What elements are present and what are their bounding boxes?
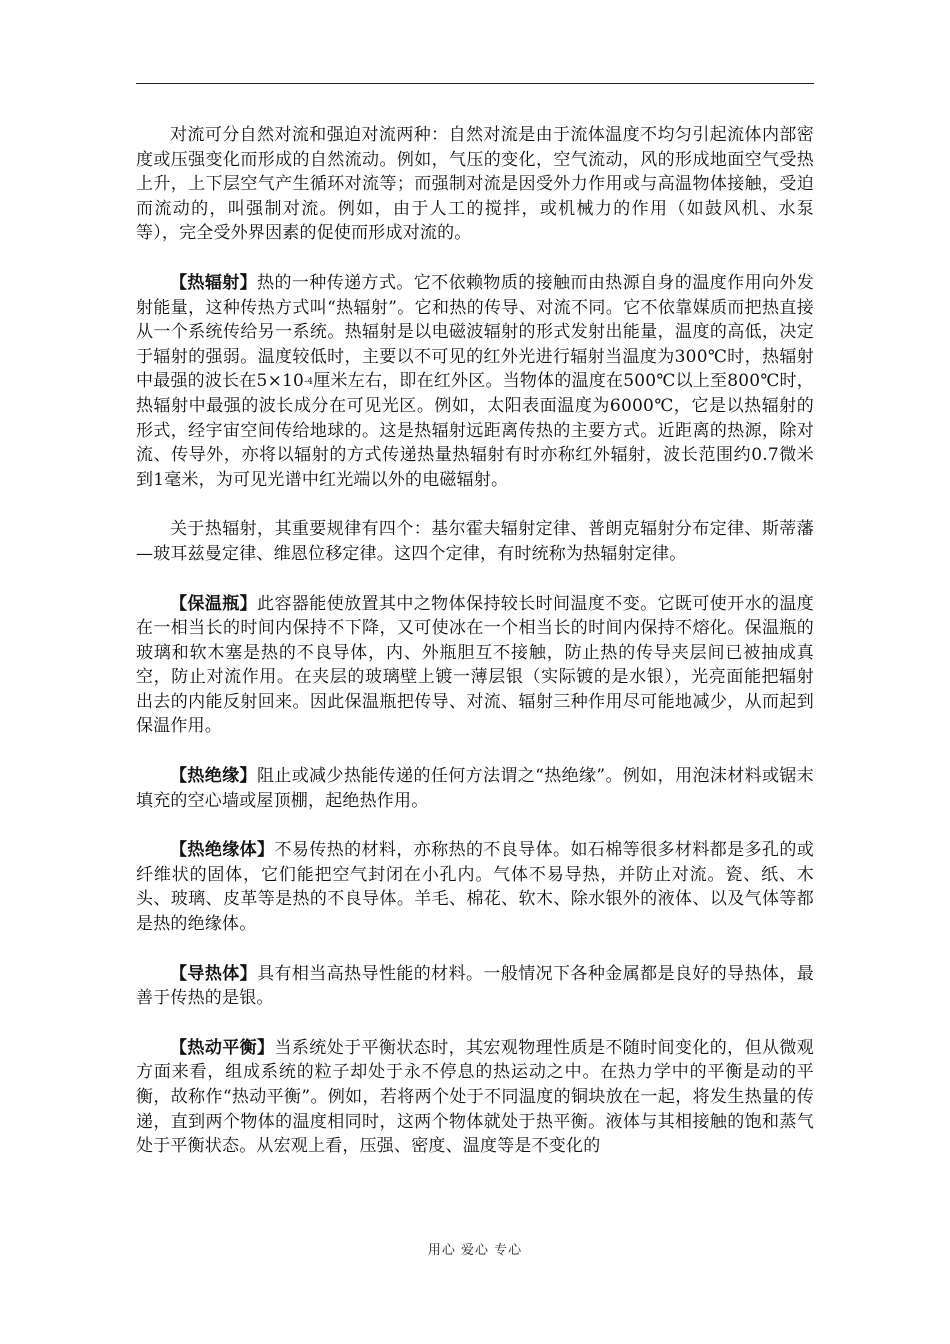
term-heading: 【热绝缘体】 (170, 840, 275, 861)
paragraph-thermos (136, 592, 814, 740)
paragraph-text: 关于热辐射，其重要规律有四个：基尔霍夫辐射定律、普朗克辐射分布定律、斯蒂藩—玻耳兹曼定律、维恩位移定律。这四个定律，有时统称为热辐射定律。 (136, 519, 814, 564)
paragraph-text: 热的一种传递方式。它不依赖物质的接触而由热源自身的温度作用向外发射能量，这种传热方式叫“热辐射”。它和热的传导、对流不同。它不依靠媒质而把热直接从一个系统传给另一系统。热辐射是以电磁波辐射的形式发射出能量，温度的高低，决定于辐射的强弱。温度较低时，主要以不可见的红外光进行辐射当温度为300℃时，热辐射中最强的波长在5×10 (136, 272, 814, 392)
paragraph-thermal-radiation (136, 271, 814, 492)
paragraph-text: 阻止或减少热能传递的任何方法谓之“热绝缘”。例如，用泡沫材料或锯末填充的空心墙或屋顶棚，起绝热作用。 (136, 766, 815, 811)
paragraph-thermal-insulation (136, 764, 814, 813)
header-rule (136, 83, 814, 84)
document-body (136, 123, 814, 1184)
term-heading: 【导热体】 (170, 963, 258, 984)
paragraph-text: 不易传热的材料，亦称热的不良导体。如石棉等很多材料都是多孔的或纤维状的固体，它们能把空气封闭在小孔内。气体不易导热，并防止对流。瓷、纸、木头、玻璃、皮革等是热的不良导体。羊毛、棉花、软木、除水银外的液体、以及气体等都是热的绝缘体。 (136, 840, 814, 935)
paragraph-text-continued: 厘米左右，即在红外区。当物体的温度在500℃以上至800℃时，热辐射中最强的波长成分在可见光区。例如，太阳表面温度为6000℃，它是以热辐射的形式，经宇宙空间传给地球的。这是热辐射远距离传热的主要方式。近距离的热源，除对流、传导外，亦将以辐射的方式传递热量热辐射有时亦称红外辐射，波长范围约0.7微米到1毫米，为可见光谱中红光端以外的电磁辐射。 (136, 371, 814, 490)
paragraph-text: 此容器能使放置其中之物体保持较长时间温度不变。它既可使开水的温度在一相当长的时间内保持不下降，又可使冰在一个相当长的时间内保持不熔化。保温瓶的玻璃和软木塞是热的不良导体，内、外瓶胆互不接触，防止热的传导夹层间已被抽成真空，防止对流作用。在夹层的玻璃壁上镀一薄层银（实际镀的是水银），光亮面能把辐射出去的内能反射回来。因此保温瓶把传导、对流、辐射三种作用尽可能地减少，从而起到保温作用。 (136, 593, 814, 737)
paragraph-heat-conductor (136, 962, 814, 1011)
page-footer: 用心 爱心 专心 (427, 1243, 523, 1258)
paragraph-radiation-laws (136, 517, 814, 566)
term-heading: 【保温瓶】 (170, 593, 258, 614)
paragraph-thermal-equilibrium (136, 1036, 814, 1159)
paragraph-thermal-insulator (136, 838, 814, 936)
paragraph-text: 具有相当高热导性能的材料。一般情况下各种金属都是良好的导热体，最善于传热的是银。 (136, 963, 814, 1009)
term-heading: 【热辐射】 (170, 272, 258, 293)
paragraph-text: 当系统处于平衡状态时，其宏观物理性质是不随时间变化的，但从微观方面来看，组成系统的粒子却处于永不停息的热运动之中。在热力学中的平衡是动的平衡，故称作“热动平衡”。例如，若将两个处于不同温度的铜块放在一起，将发生热量的传递，直到两个物体的温度相同时，这两个物体就处于热平衡。液体与其相接触的饱和蒸气处于平衡状态。从宏观上看，压强、密度、温度等是不变化的 (136, 1037, 814, 1157)
term-heading: 【热绝缘】 (170, 766, 257, 787)
paragraph-convection (136, 123, 814, 246)
superscript-exponent: -4 (304, 377, 314, 388)
term-heading: 【热动平衡】 (170, 1037, 275, 1058)
paragraph-text: 对流可分自然对流和强迫对流两种：自然对流是由于流体温度不均匀引起流体内部密度或压强变化而形成的自然流动。例如，气压的变化，空气流动，风的形成地面空气受热上升，上下层空气产生循环对流等；而强制对流是因受外力作用或与高温物体接触，受迫而流动的，叫强制对流。例如，由于人工的搅拌，或机械力的作用（如鼓风机、水泵等），完全受外界因素的促使而形成对流的。 (136, 125, 814, 244)
